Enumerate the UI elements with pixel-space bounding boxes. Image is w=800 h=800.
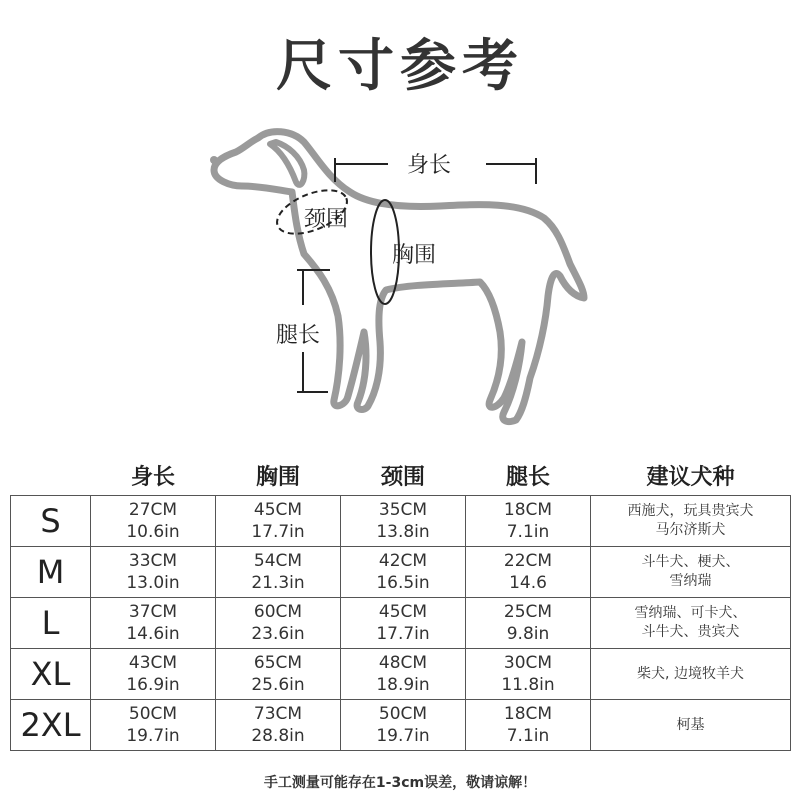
dog-nose	[210, 156, 218, 164]
neck-in-value: 13.8in	[376, 522, 430, 542]
leg-length-cm-value: 30CM	[503, 653, 553, 673]
leg-length-in-value: 7.1in	[506, 522, 550, 542]
body-length-cm-value: 33CM	[128, 551, 178, 571]
leg-length-cell	[466, 598, 591, 649]
chest-cell	[216, 496, 341, 547]
breed-line: 斗牛犬、贵宾犬	[641, 624, 740, 640]
leg-length-in-value: 11.8in	[501, 675, 555, 695]
neck-in-value: 19.7in	[376, 726, 430, 746]
body-length-cm-value: 50CM	[128, 704, 178, 724]
page-title: 尺寸参考	[276, 34, 524, 99]
body-length-cell	[91, 598, 216, 649]
neck-cell	[341, 598, 466, 649]
chest-cell	[216, 598, 341, 649]
chest-cell	[216, 547, 341, 598]
neck-label: 颈围	[304, 207, 349, 232]
dog-outline	[214, 132, 584, 422]
chest-cm-value: 65CM	[253, 653, 303, 673]
column-header-body-length: 身长	[130, 464, 175, 490]
breeds-cell	[591, 598, 791, 649]
leg-length-cm-value: 25CM	[503, 602, 553, 622]
breed-line: 西施犬，玩具贵宾犬	[627, 503, 754, 519]
size-cell: M	[11, 547, 91, 598]
table-header-row	[11, 455, 791, 496]
neck-cell	[341, 496, 466, 547]
column-header-size	[11, 455, 91, 496]
body-length-cell	[91, 496, 216, 547]
leg-length-cell	[466, 700, 591, 751]
chest-cm-value: 45CM	[253, 500, 303, 520]
body-length-in-value: 10.6in	[126, 522, 180, 542]
neck-cell	[341, 547, 466, 598]
breeds-cell	[591, 649, 791, 700]
neck-cell	[341, 700, 466, 751]
neck-in-value: 17.7in	[376, 624, 430, 644]
dog-measurement-diagram	[200, 120, 620, 430]
leg-length-cm-value: 22CM	[503, 551, 553, 571]
breeds-cell	[591, 547, 791, 598]
column-header-breeds: 建议犬种	[646, 464, 735, 490]
leg-length-cm-value: 18CM	[503, 500, 553, 520]
neck-in-value: 16.5in	[376, 573, 430, 593]
leg-length-cell	[466, 649, 591, 700]
neck-cm-value: 48CM	[378, 653, 428, 673]
leg-length-label: 腿长	[276, 323, 321, 348]
dog-ear	[270, 142, 304, 185]
breeds-cell	[591, 700, 791, 751]
body-length-cm-value: 27CM	[128, 500, 178, 520]
footer-note: 手工测量可能存在1-3cm误差，敬请谅解！	[263, 775, 537, 791]
chest-cm-value: 54CM	[253, 551, 303, 571]
size-cell: 2XL	[11, 700, 91, 751]
chest-in-value: 21.3in	[251, 573, 305, 593]
breed-line: 柴犬, 边境牧羊犬	[637, 665, 744, 682]
breed-line: 柯基	[676, 716, 705, 733]
body-length-in-value: 16.9in	[126, 675, 180, 695]
neck-cm-value: 35CM	[378, 500, 428, 520]
neck-cell	[341, 649, 466, 700]
leg-length-cm-value: 18CM	[503, 704, 553, 724]
size-table-body	[11, 496, 791, 751]
table-row	[11, 649, 791, 700]
column-header-leg-length: 腿长	[505, 464, 550, 490]
table-row	[11, 700, 791, 751]
body-length-cm-value: 43CM	[128, 653, 178, 673]
body-length-cm-value: 37CM	[128, 602, 178, 622]
chest-in-value: 17.7in	[251, 522, 305, 542]
breed-line: 马尔济斯犬	[655, 522, 726, 538]
chest-in-value: 25.6in	[251, 675, 305, 695]
body-length-cell	[91, 649, 216, 700]
chest-label: 胸围	[392, 243, 437, 268]
neck-cm-value: 45CM	[378, 602, 428, 622]
table-row	[11, 496, 791, 547]
body-length-in-value: 14.6in	[126, 624, 180, 644]
column-header-chest: 胸围	[255, 464, 300, 490]
leg-length-in-value: 9.8in	[506, 624, 550, 644]
leg-length-in-value: 7.1in	[506, 726, 550, 746]
table-row	[11, 547, 791, 598]
breeds-cell	[591, 496, 791, 547]
size-cell: S	[11, 496, 91, 547]
breed-line: 雪纳瑞、可卡犬、	[634, 605, 747, 621]
chest-cell	[216, 700, 341, 751]
body-length-label: 身长	[407, 153, 452, 178]
neck-cm-value: 42CM	[378, 551, 428, 571]
neck-cm-value: 50CM	[378, 704, 428, 724]
size-cell: XL	[11, 649, 91, 700]
body-length-cell	[91, 547, 216, 598]
table-row	[11, 598, 791, 649]
column-header-neck: 颈围	[380, 464, 425, 490]
breed-line: 斗牛犬、梗犬、	[641, 554, 740, 570]
size-cell: L	[11, 598, 91, 649]
leg-length-cell	[466, 547, 591, 598]
leg-length-cell	[466, 496, 591, 547]
leg-length-in-value: 14.6	[509, 573, 547, 593]
chest-cell	[216, 649, 341, 700]
body-length-in-value: 19.7in	[126, 726, 180, 746]
chest-in-value: 23.6in	[251, 624, 305, 644]
breed-line: 雪纳瑞	[669, 573, 712, 589]
neck-in-value: 18.9in	[376, 675, 430, 695]
chest-cm-value: 73CM	[253, 704, 303, 724]
body-length-in-value: 13.0in	[126, 573, 180, 593]
size-table	[10, 455, 791, 751]
body-length-cell	[91, 700, 216, 751]
chest-in-value: 28.8in	[251, 726, 305, 746]
chest-cm-value: 60CM	[253, 602, 303, 622]
